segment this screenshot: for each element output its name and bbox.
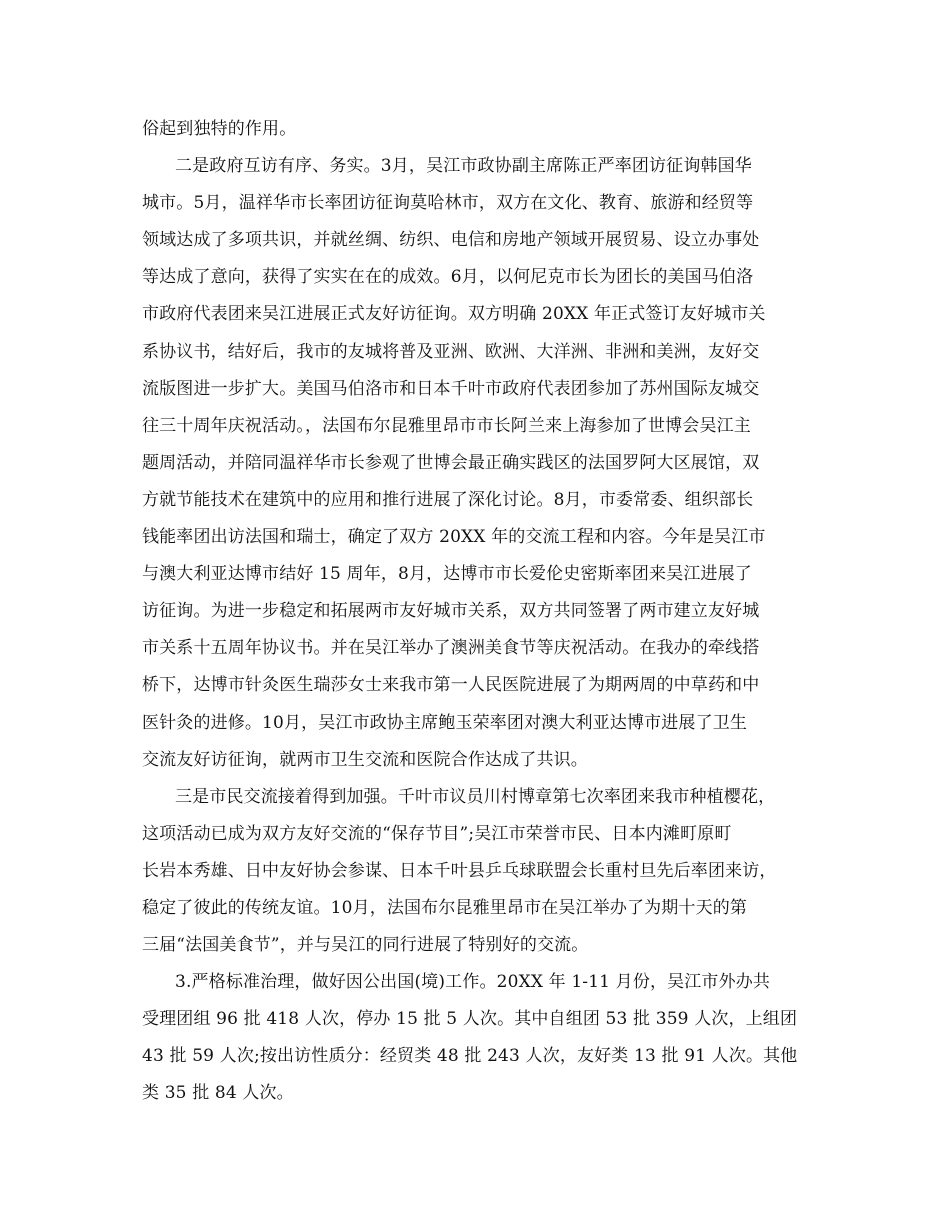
text-line: 钱能率团出访法国和瑞士，确定了双方 20XX 年的交流工程和内容。今年是吴江市 [142, 527, 766, 548]
text-line: 医针灸的进修。10月，吴江市政协主席鲍玉荣率团对澳大利亚达博市进展了卫生 [142, 712, 748, 733]
text-line: 43 批 59 人次;按出访性质分：经贸类 48 批 243 人次，友好类 13 批 91 人次。其他 [142, 1046, 798, 1067]
text-line: 市政府代表团来吴江进展正式友好访征询。双方明确 20XX 年正式签订友好城市关 [142, 304, 766, 325]
text-line: 长岩本秀雄、日中友好协会参谋、日本千叶县乒乓球联盟会长重村旦先后率团来访， [142, 860, 777, 881]
text-line: 题周活动，并陪同温祥华市长参观了世博会最正确实践区的法国罗阿大区展馆，双 [142, 452, 760, 473]
paragraph-start-line: 三是市民交流接着得到加强。千叶市议员川村博章第七次率团来我市种植樱花， [175, 786, 776, 807]
text-line: 城市。5月，温祥华市长率团访征询莫哈林市，双方在文化、教育、旅游和经贸等 [142, 193, 754, 214]
text-line: 俗起到独特的作用。 [142, 119, 297, 139]
text-line: 稳定了彼此的传统友谊。10月，法国布尔昆雅里昂市在吴江举办了为期十天的第 [142, 897, 748, 918]
text-line: 类 35 批 84 人次。 [142, 1083, 294, 1104]
text-line: 访征询。为进一步稳定和拓展两市友好城市关系，双方共同签署了两市建立友好城 [142, 601, 760, 622]
text-line: 方就节能技术在建筑中的应用和推行进展了深化讨论。8月，市委常委、组织部长 [142, 489, 754, 510]
text-line: 三届“法国美食节”，并与吴江的同行进展了特别好的交流。 [142, 935, 589, 956]
text-line: 交流友好访征询，就两市卫生交流和医院合作达成了共识。 [142, 749, 588, 770]
text-line: 流版图进一步扩大。美国马伯洛市和日本千叶市政府代表团参加了苏州国际友城交 [142, 378, 760, 399]
text-line: 这项活动已成为双方友好交流的“保存节目”;吴江市荣誉市民、日本内滩町原町 [142, 823, 732, 844]
text-line: 往三十周年庆祝活动。，法国布尔昆雅里昂市市长阿兰来上海参加了世博会吴江主 [142, 415, 751, 436]
text-line: 市关系十五周年协议书。并在吴江举办了澳洲美食节等庆祝活动。在我办的牵线搭 [142, 638, 760, 659]
text-line: 受理团组 96 批 418 人次，停办 15 批 5 人次。其中自组团 53 批 359 人次，上组团 [142, 1009, 798, 1030]
paragraph-start-line: 二是政府互访有序、务实。3月，吴江市政协副主席陈正严率团访征询韩国华 [175, 156, 752, 177]
document-body [142, 111, 822, 1113]
text-line: 领域达成了多项共识，并就丝绸、纺织、电信和房地产领域开展贸易、设立办事处 [142, 230, 760, 251]
text-line: 等达成了意向，获得了实实在在的成效。6月，以何尼克市长为团长的美国马伯洛 [142, 267, 754, 288]
paragraph-start-line: 3.严格标准治理，做好因公出国(境)工作。20XX 年 1-11 月份，吴江市外办共 [175, 972, 771, 993]
text-line: 系协议书，结好后，我市的友城将普及亚洲、欧洲、大洋洲、非洲和美洲，友好交 [142, 341, 760, 362]
text-line: 桥下，达博市针灸医生瑞莎女士来我市第一人民医院进展了为期两周的中草药和中 [142, 675, 760, 696]
text-line: 与澳大利亚达博市结好 15 周年，8月，达博市市长爱伦史密斯率团来吴江进展了 [142, 564, 752, 585]
